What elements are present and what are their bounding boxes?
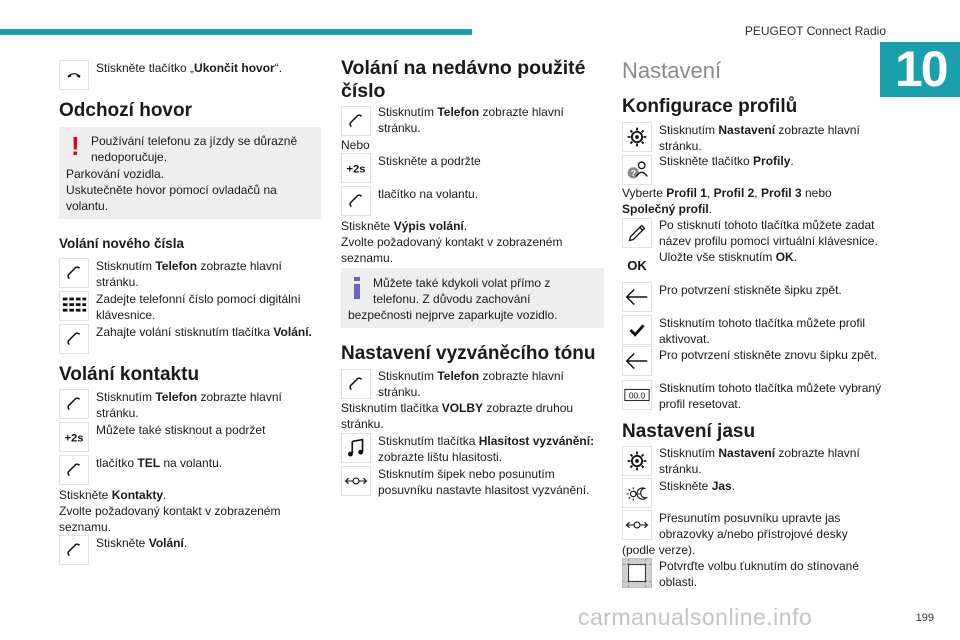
reset-icon [622, 380, 652, 410]
checkmark-icon [622, 315, 652, 345]
phone-icon [59, 455, 89, 485]
recent-step7: seznamu. [341, 251, 394, 265]
profiles-step9: Stisknutím tohoto tlačítka můžete vybraný [659, 381, 882, 395]
recent-step3: Stiskněte a podržte [378, 154, 481, 168]
phone-icon [59, 535, 89, 565]
recent-step6: Zvolte požadovaný kontakt v zobrazeném [341, 235, 563, 249]
recent-step4: tlačítko na volantu. [378, 187, 479, 201]
music-note-icon [341, 433, 371, 463]
warning-text-4: Uskutečněte hovor pomocí ovladačů na [66, 183, 277, 197]
brightness-step3-cont: obrazovky a/nebo přístrojové desky [659, 527, 848, 541]
profiles-step9-cont: profil resetovat. [659, 397, 742, 411]
info-text-1: Můžete také kdykoli volat přímo z [373, 276, 551, 290]
recent-number-heading-1: Volání na nedávno použité [341, 57, 586, 79]
svg-text:+2s: +2s [64, 432, 84, 445]
profiles-step2: Stiskněte tlačítko Profily. [659, 154, 794, 168]
brightness-heading: Nastavení jasu [622, 421, 756, 442]
pencil-icon [622, 218, 652, 248]
contact-step2: Můžete také stisknout a podržet [96, 423, 266, 437]
shaded-area-icon [622, 558, 652, 588]
recent-step1-cont: stránku. [378, 121, 421, 135]
phone-icon [59, 389, 89, 419]
contact-call-heading: Volání kontaktu [59, 364, 200, 385]
slider-icon [622, 510, 652, 540]
end-call-icon [59, 60, 89, 90]
contact-step7: Stiskněte Volání. [96, 536, 188, 550]
contact-step6: seznamu. [59, 520, 112, 534]
info-text-3: bezpečnosti nejprve zaparkujte vozidlo. [348, 308, 558, 322]
recent-number-heading-2: číslo [341, 80, 386, 102]
gear-icon [622, 446, 652, 476]
brightness-step3-cont2: (podle verze). [622, 543, 696, 557]
brightness-step4-cont: oblasti. [659, 575, 698, 589]
svg-text:+2s: +2s [346, 163, 366, 176]
brightness-step2: Stiskněte Jas. [659, 479, 736, 493]
ringtone-step2-cont: stránku. [341, 417, 384, 431]
info-text-2: telefonu. Z důvodu zachování [373, 292, 531, 306]
profiles-step7-cont: aktivovat. [659, 332, 710, 346]
brightness-step1: Stisknutím Nastavení zobrazte hlavní [659, 446, 860, 460]
warning-text-5: volantu. [66, 199, 109, 213]
svg-text:00.0: 00.0 [628, 390, 646, 401]
warning-text-1: Používání telefonu za jízdy se důrazně [91, 134, 298, 148]
hold-2s-icon [59, 422, 89, 452]
new-number-step1: Stisknutím Telefon zobrazte hlavní [96, 259, 282, 273]
recent-or: Nebo [341, 138, 370, 152]
ringtone-step4-cont: posuvníku nastavte hlasitost vyzvánění. [378, 483, 590, 497]
new-number-step2-cont: klávesnice. [96, 308, 156, 322]
brightness-step4: Potvrďte volbu ťuknutím do stínované [659, 559, 859, 573]
slider-icon [341, 466, 371, 496]
page-header-title: PEUGEOT Connect Radio [744, 24, 886, 38]
ringtone-step3-cont: zobrazte lištu hlasitosti. [378, 450, 503, 464]
outgoing-call-heading: Odchozí hovor [59, 100, 192, 121]
back-arrow-icon [622, 282, 652, 312]
brightness-step1-cont: stránku. [659, 462, 702, 476]
svg-text:OK: OK [627, 258, 647, 273]
profiles-step8: Pro potvrzení stiskněte znovu šipku zpět. [659, 348, 878, 362]
profiles-step3: Vyberte Profil 1, Profil 2, Profil 3 nebo [622, 186, 832, 200]
new-number-step2: Zadejte telefonní číslo pomocí digitální [96, 292, 301, 306]
profiles-heading: Konfigurace profilů [622, 96, 798, 117]
ringtone-heading: Nastavení vyzváněcího tónu [341, 343, 596, 364]
ringtone-step2: Stisknutím tlačítka VOLBY zobrazte druhou [341, 401, 574, 415]
profiles-step5: Uložte vše stisknutím OK. [659, 250, 798, 264]
contact-step4: Stiskněte Kontakty. [59, 488, 167, 502]
gear-icon [622, 122, 652, 152]
end-call-text: Stiskněte tlačítko „Ukončit hovor“. [96, 61, 283, 75]
settings-section-title: Nastavení [622, 58, 722, 83]
ringtone-step3: Stisknutím tlačítka Hlasitost vyzvánění: [378, 434, 595, 448]
recent-step5: Stiskněte Výpis volání. [341, 219, 468, 233]
phone-icon [59, 258, 89, 288]
info-icon [354, 277, 360, 304]
profiles-step4-cont: název profilu pomocí virtuální klávesnice. [659, 234, 878, 248]
ringtone-step4: Stisknutím šipek nebo posunutím [378, 467, 555, 481]
page-number: 199 [915, 612, 934, 624]
phone-icon [341, 369, 371, 399]
new-number-heading: Volání nového čísla [59, 236, 185, 251]
phone-icon [59, 324, 89, 354]
contact-step1: Stisknutím Telefon zobrazte hlavní [96, 390, 282, 404]
profiles-step7: Stisknutím tohoto tlačítka můžete profil [659, 316, 866, 330]
new-number-step1-cont: stránku. [96, 275, 139, 289]
profiles-step1-cont: stránku. [659, 139, 702, 153]
profiles-step4: Po stisknutí tohoto tlačítka můžete zadat [659, 218, 875, 232]
contact-step5: Zvolte požadovaný kontakt v zobrazeném [59, 504, 281, 518]
back-arrow-icon [622, 346, 652, 376]
watermark-text: carmanualsonline.info [578, 604, 813, 630]
ringtone-step1: Stisknutím Telefon zobrazte hlavní [378, 369, 564, 383]
header-accent-bar [0, 29, 472, 35]
phone-icon [341, 186, 371, 216]
profiles-step3-cont: Společný profil. [622, 202, 713, 216]
ringtone-step1-cont: stránku. [378, 385, 421, 399]
hold-2s-icon [341, 153, 371, 183]
contact-step1-cont: stránku. [96, 406, 139, 420]
chapter-number: 10 [895, 41, 947, 97]
brightness-icon [622, 478, 652, 508]
phone-icon [341, 106, 371, 136]
profiles-step1: Stisknutím Nastavení zobrazte hlavní [659, 123, 860, 137]
ok-icon [622, 250, 652, 280]
recent-step1: Stisknutím Telefon zobrazte hlavní [378, 105, 564, 119]
brightness-step3: Přesunutím posuvníku upravte jas [659, 511, 841, 525]
warning-icon: ! [71, 131, 80, 161]
profiles-step6: Pro potvrzení stiskněte šipku zpět. [659, 283, 842, 297]
svg-text:?: ? [630, 168, 636, 179]
profile-icon [622, 155, 652, 185]
warning-text-2: nedoporučuje. [91, 150, 168, 164]
warning-text-3: Parkování vozidla. [66, 167, 165, 181]
contact-step3: tlačítko TEL na volantu. [96, 456, 223, 470]
keypad-icon [59, 291, 89, 321]
new-number-step3: Zahajte volání stisknutím tlačítka Volání. [96, 325, 312, 339]
